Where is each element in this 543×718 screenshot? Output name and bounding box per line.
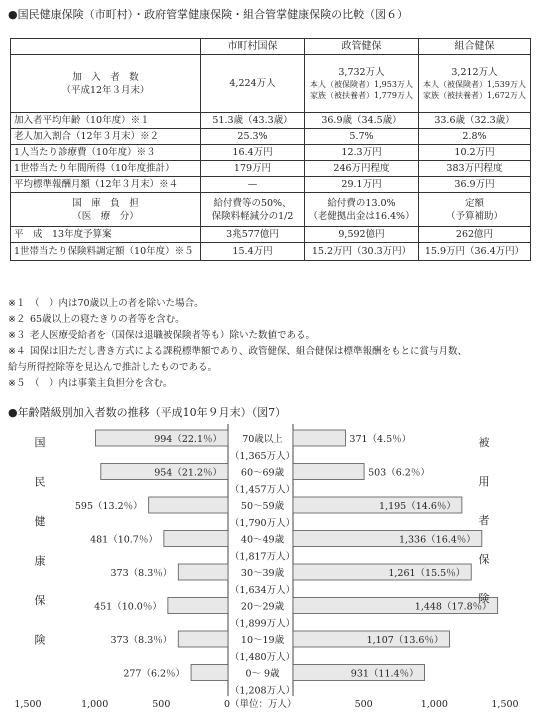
table-cell: 15.2万円（30.3万円） <box>305 243 419 261</box>
x-tick-left: 1,500 <box>14 699 42 710</box>
side-label-kokuho-char: 健 <box>34 515 46 528</box>
x-tick-left: 1,000 <box>81 699 109 710</box>
note-mark: ※１ <box>8 298 26 309</box>
x-tick-right: 1,500 <box>491 699 519 710</box>
row-label: 老人加入割合（12年３月末）※２ <box>11 129 201 145</box>
note-text: 老人医療受給者を（国保は退職被保険者等も）除いた数値である。 <box>30 330 316 341</box>
table-cell: 36.9万円 <box>419 177 531 193</box>
age-category-label: 30〜39歳 <box>240 568 285 579</box>
note-mark: ※２ <box>8 314 26 325</box>
table-row <box>11 129 531 145</box>
table-cell: 262億円 <box>419 227 531 243</box>
x-tick-right: 1,000 <box>420 699 448 710</box>
side-label-kokuho-char: 民 <box>34 475 46 489</box>
table-cell: 246万円程度 <box>305 161 419 177</box>
age-category-label: 10〜19歳 <box>240 635 285 646</box>
table-header-cell: 組合健保 <box>419 39 531 55</box>
note-text: （ ）内は事業主負担分を含む。 <box>30 378 173 389</box>
table-cell: 25.3% <box>201 129 305 145</box>
bar-hiyosha <box>293 430 345 446</box>
note-mark: ※５ <box>8 378 26 389</box>
table-cell: 3,732万人 本人（被保険者）1,953万人 家族（被扶養者）1,779万人 <box>305 55 419 113</box>
table-cell: 定額 （予算補助） <box>419 193 531 227</box>
row-label: 加入者平均年齢（10年度）※１ <box>11 113 201 129</box>
table-row <box>11 161 531 177</box>
bar-label-kokuho: 994（22.1％） <box>154 434 222 445</box>
row-label: 1世帯当たり保険料調定額（10年度）※５ <box>11 243 201 261</box>
side-label-hiyosha-char: 者 <box>478 514 490 527</box>
bar-label-hiyosha: 503（6.2％） <box>368 467 430 479</box>
table-cell: 5.7% <box>305 129 419 145</box>
note-mark: ※３ <box>8 330 26 341</box>
table-cell: 16.4万円 <box>201 145 305 161</box>
note-mark: ※４ <box>8 346 26 357</box>
table-cell: 33.6歳（32.3歳） <box>419 113 531 129</box>
age-category-total: （1,817万人） <box>229 551 296 563</box>
table-row <box>11 243 531 261</box>
table-cell: 36.9歳（34.5歳） <box>305 113 419 129</box>
table-cell: 3兆577億円 <box>201 227 305 243</box>
bar-label-kokuho: 595（13.2％） <box>74 501 143 512</box>
row-label: 1人当たり診療費（10年度）※３ <box>11 145 201 161</box>
bar-label-hiyosha: 931（11.4％） <box>350 668 419 680</box>
table-cell: 51.3歳（43.3歳） <box>201 113 305 129</box>
age-category-total: （1,899万人） <box>229 618 296 630</box>
age-category-label: 60〜69歳 <box>240 467 285 479</box>
table-cell: 29.1万円 <box>305 177 419 193</box>
bar-kokuho <box>168 598 228 614</box>
age-category-total: （1,480万人） <box>229 652 296 663</box>
bar-label-kokuho: 373（8.3％） <box>110 568 173 579</box>
age-category-label: 50〜59歳 <box>240 501 285 512</box>
x-tick-left: 0（単位：万人） <box>224 699 297 710</box>
side-label-hiyosha-char: 険 <box>478 592 490 605</box>
bar-label-hiyosha: 1,261（15.5％） <box>388 568 466 579</box>
table-cell: 3,212万人 本人（被保険者）1,539万人 家族（被扶養者）1,672万人 <box>419 55 531 113</box>
chart-title: ●年齢階級別加入者数の推移（平成10年９月末）（図7） <box>8 406 287 419</box>
table-cell: 給付費等の50%、 保険料軽減分の1/2 <box>201 193 305 227</box>
bar-label-hiyosha: 371（4.5％） <box>349 434 412 445</box>
table-cell: 2.8% <box>419 129 531 145</box>
table-cell: — <box>201 177 305 193</box>
row-label: 平 成 13年度予算案 <box>11 227 201 243</box>
table-cell: 15.4万円 <box>201 243 305 261</box>
bar-kokuho <box>191 665 228 681</box>
age-category-label: 70歳以上 <box>242 434 283 445</box>
note-item <box>8 312 538 328</box>
document-title: ●国民健康保険（市町村）・政府管掌健康保険・組合管掌健康保険の比較（図６） <box>8 8 409 21</box>
age-category-label: 40〜49歳 <box>240 534 285 546</box>
population-pyramid-chart <box>0 424 543 718</box>
bar-label-kokuho: 954（21.2％） <box>154 467 222 479</box>
bar-label-kokuho: 451（10.0％） <box>94 601 162 613</box>
table-cell: 9,592億円 <box>305 227 419 243</box>
table-header-row <box>11 39 531 55</box>
x-tick-left: 500 <box>152 699 171 710</box>
age-category-label: 0〜 9歳 <box>245 668 280 680</box>
side-label-kokuho-char: 険 <box>34 633 46 647</box>
table-header-cell: 市町村国保 <box>201 39 305 55</box>
table-row <box>11 177 531 193</box>
x-tick-right: 500 <box>354 699 373 710</box>
bar-hiyosha <box>293 464 364 480</box>
note-item <box>8 296 538 312</box>
side-label-kokuho-char: 保 <box>34 594 46 607</box>
side-label-hiyosha-char: 被 <box>478 436 490 449</box>
note-text: 65歳以上の寝たきりの者等を含む。 <box>30 314 185 325</box>
table-cell: 383万円程度 <box>419 161 531 177</box>
notes-list <box>8 296 538 392</box>
bar-label-hiyosha: 1,107（13.6％） <box>366 635 444 646</box>
bar-kokuho <box>178 631 228 647</box>
bar-label-hiyosha: 1,448（17.8％） <box>414 601 492 613</box>
table-row <box>11 193 531 227</box>
row-label: 国 庫 負 担 （医 療 分） <box>11 193 201 227</box>
note-item <box>8 328 538 344</box>
age-category-label: 20〜29歳 <box>240 601 285 613</box>
table-cell: 4,224万人 <box>201 55 305 113</box>
row-label: 加 入 者 数 （平成12年３月末） <box>11 55 201 113</box>
table-cell: 12.3万円 <box>305 145 419 161</box>
bar-label-hiyosha: 1,195（14.6％） <box>379 501 456 512</box>
note-item <box>8 376 538 392</box>
note-continuation: 給与所得控除等を見込んで推計したものである。 <box>8 362 218 373</box>
bar-label-kokuho: 373（8.3％） <box>110 635 173 646</box>
bar-label-kokuho: 481（10.7％） <box>90 534 158 546</box>
bar-kokuho <box>178 564 228 580</box>
bar-label-hiyosha: 1,336（16.4％） <box>398 534 476 546</box>
table-cell: 10.2万円 <box>419 145 531 161</box>
age-category-total: （1,790万人） <box>229 518 296 529</box>
row-label: 平均標準報酬月額（12年３月末）※４ <box>11 177 201 193</box>
table-cell: 15.9万円（36.4万円） <box>419 243 531 261</box>
note-item <box>8 344 538 360</box>
side-label-kokuho-char: 国 <box>34 436 46 449</box>
note-text: （ ）内は70歳以上の者を除いた場合。 <box>30 298 204 309</box>
table-row <box>11 113 531 129</box>
table-cell: 179万円 <box>201 161 305 177</box>
side-label-hiyosha-char: 用 <box>478 475 490 488</box>
age-category-total: （1,208万人） <box>229 685 296 697</box>
table-row <box>11 227 531 243</box>
age-category-total: （1,634万人） <box>229 585 296 596</box>
comparison-table <box>10 38 531 261</box>
side-label-kokuho-char: 康 <box>34 554 46 568</box>
table-row <box>11 55 531 113</box>
age-category-total: （1,457万人） <box>229 484 296 496</box>
bar-kokuho <box>164 531 228 547</box>
table-cell: 給付費の13.0% （老健拠出金は16.4%） <box>305 193 419 227</box>
age-category-total: （1,365万人） <box>229 451 296 462</box>
bar-kokuho <box>149 497 228 513</box>
note-text: 国保は旧ただし書き方式による課税標準額であり、政管健保、組合健保は標準報酬をもとに賞与月数、 <box>30 346 468 357</box>
row-label: 1世帯当たり年間所得（10年度推計） <box>11 161 201 177</box>
table-header-cell <box>11 39 201 55</box>
bar-label-kokuho: 277（6.2％） <box>123 668 186 680</box>
table-header-cell: 政管健保 <box>305 39 419 55</box>
table-row <box>11 145 531 161</box>
side-label-hiyosha-char: 保 <box>478 553 490 566</box>
